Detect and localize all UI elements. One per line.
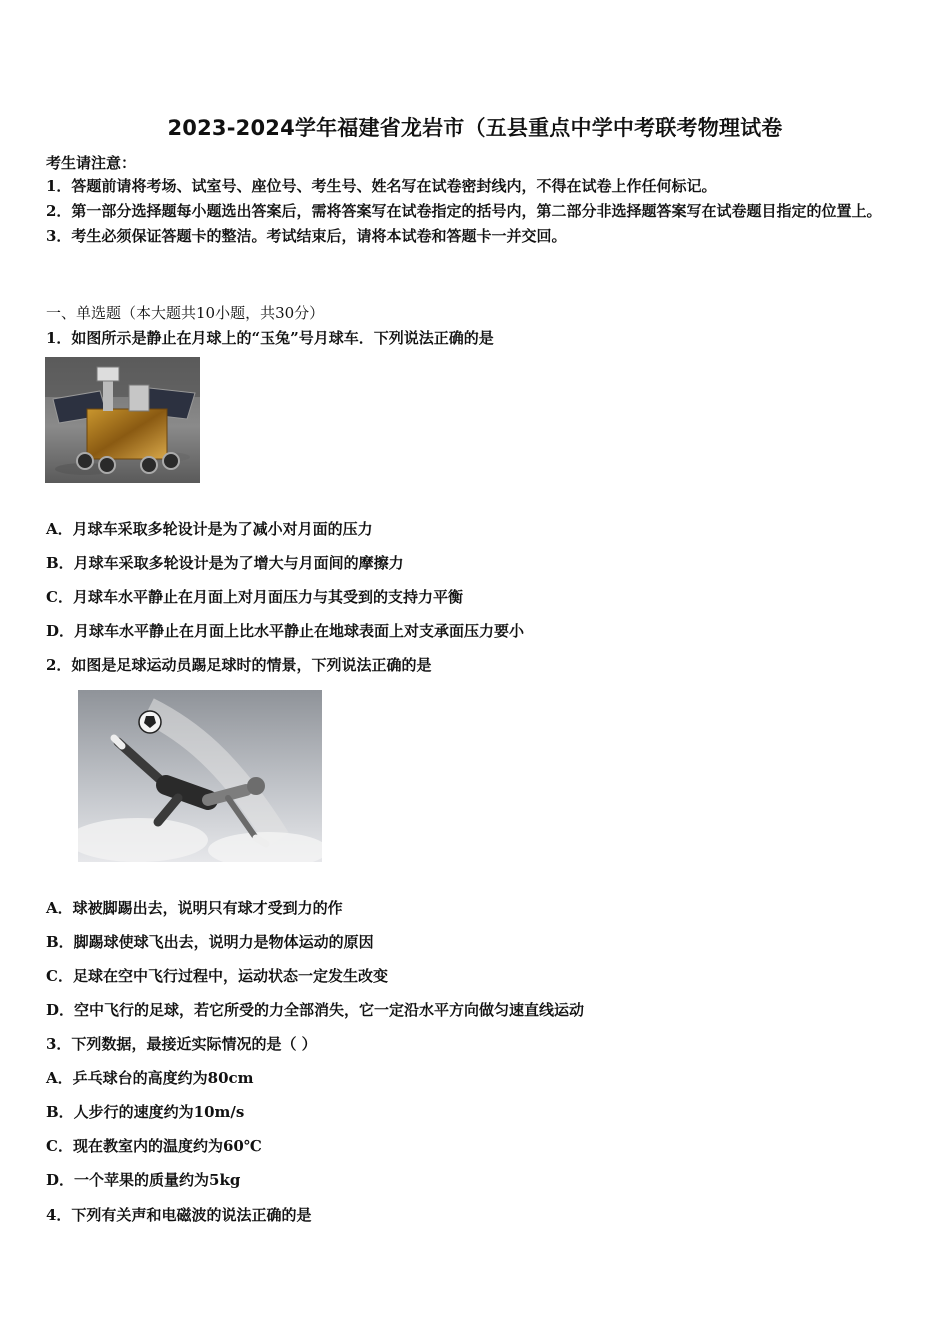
notice-item: 3．考生必须保证答题卡的整洁。考试结束后，请将本试卷和答题卡一并交回。 [46,227,567,245]
notice-item: 2．第一部分选择题每小题选出答案后，需将答案写在试卷指定的括号内，第二部分非选择题答案写在试卷题目指定的位置上。 [46,202,882,220]
question-3-option-b: B．人步行的速度约为10m/s [46,1103,245,1121]
question-2-stem: 2．如图是足球运动员踢足球时的情景，下列说法正确的是 [46,656,432,674]
question-1-option-a: A．月球车采取多轮设计是为了减小对月面的压力 [46,520,373,538]
question-3-stem: 3．下列数据，最接近实际情况的是（ ） [46,1035,317,1053]
question-4-stem: 4．下列有关声和电磁波的说法正确的是 [46,1206,312,1224]
soccer-kick-image [78,690,322,862]
question-3-option-a: A．乒乓球台的高度约为80cm [46,1069,254,1087]
question-3-option-c: C．现在教室内的温度约为60℃ [46,1137,262,1155]
moon-rover-image [45,357,200,483]
question-1-option-d: D．月球车水平静止在月面上比水平静止在地球表面上对支承面压力要小 [46,622,525,640]
notice-item: 1．答题前请将考场、试室号、座位号、考生号、姓名写在试卷密封线内，不得在试卷上作任何标记。 [46,177,717,195]
section-heading: 一、单选题（本大题共10小题，共30分） [46,304,325,322]
question-1-stem: 1．如图所示是静止在月球上的“玉兔”号月球车．下列说法正确的是 [46,329,494,347]
question-2-option-a: A．球被脚踢出去，说明只有球才受到力的作 [46,899,343,917]
notice-heading: 考生请注意： [46,154,137,172]
question-2-option-d: D．空中飞行的足球，若它所受的力全部消失，它一定沿水平方向做匀速直线运动 [46,1001,585,1019]
question-1-option-b: B．月球车采取多轮设计是为了增大与月面间的摩擦力 [46,554,404,572]
exam-title: 2023-2024学年福建省龙岩市（五县重点中学中考联考物理试卷 [167,116,783,140]
question-3-option-d: D．一个苹果的质量约为5kg [46,1171,241,1189]
question-2-option-c: C．足球在空中飞行过程中，运动状态一定发生改变 [46,967,388,985]
notice-list [46,174,904,249]
question-2-option-b: B．脚踢球使球飞出去，说明力是物体运动的原因 [46,933,374,951]
question-1-option-c: C．月球车水平静止在月面上对月面压力与其受到的支持力平衡 [46,588,463,606]
